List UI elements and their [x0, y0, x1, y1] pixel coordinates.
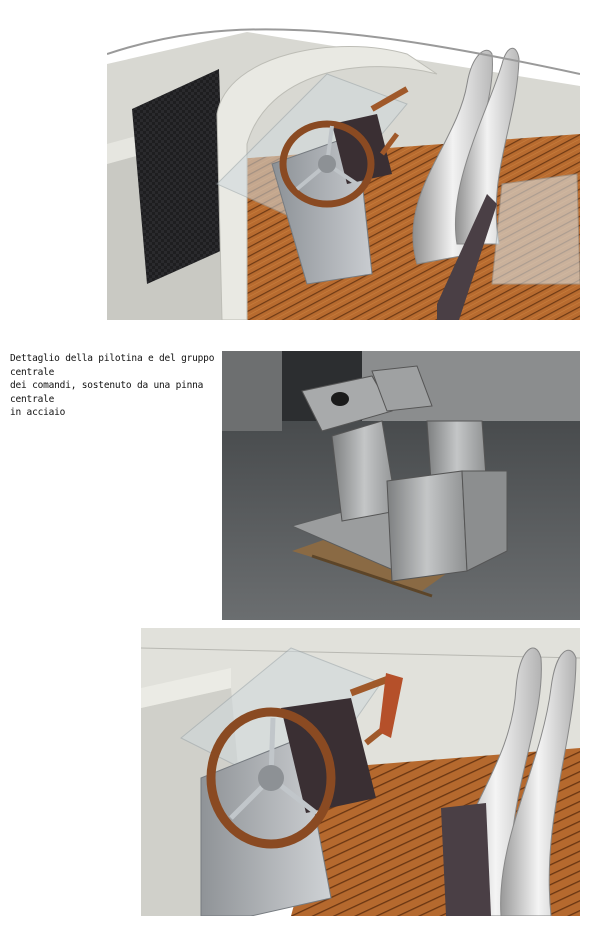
steel-frame-photo — [222, 351, 580, 620]
cockpit-render-top — [107, 14, 580, 320]
caption-text: Dettaglio della pilotina e del gruppo centrale dei comandi, sostenuto da una pinna centrale in acciaio — [10, 353, 215, 418]
cockpit-render-bottom — [141, 628, 580, 916]
